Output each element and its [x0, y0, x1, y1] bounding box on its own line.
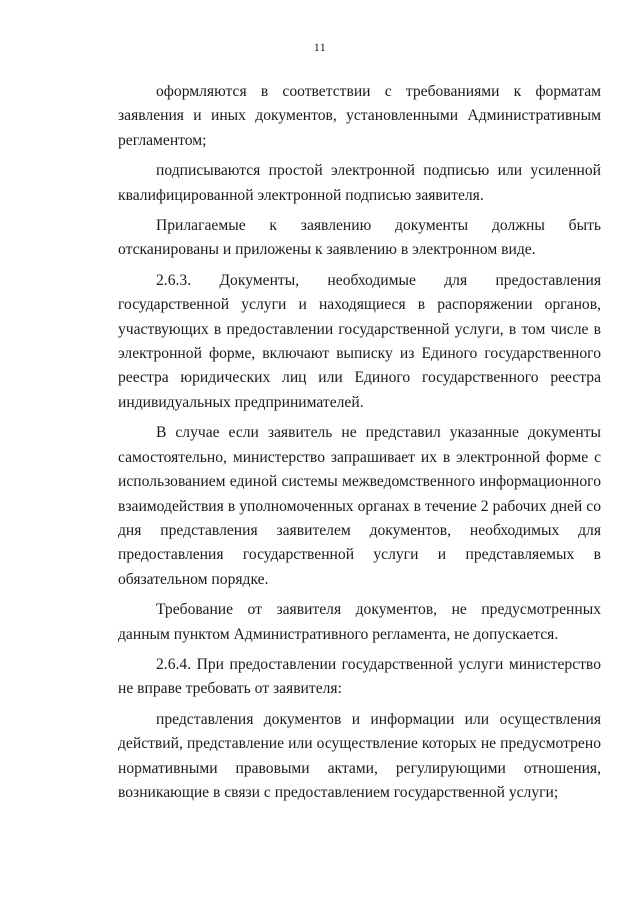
paragraph-2-6-3: 2.6.3. Документы, необходимые для предоставления государственной услуги и находящиеся в распоряжении органов, участвующих в предоставлении государственной услуги, в том числе в электронной форме, включают выписку из Единого государственного реестра юридических лиц или Единого государственного реестра индивидуальных предпринимателей.: [118, 271, 601, 411]
document-body: [118, 80, 601, 811]
page-number: 11: [313, 40, 327, 54]
paragraph-signature: подписываются простой электронной подписью или усиленной квалифицированной электронной подписью заявителя.: [118, 162, 601, 204]
paragraph-attached-documents: Прилагаемые к заявлению документы должны быть отсканированы и приложены к заявлению в электронном виде.: [118, 217, 601, 259]
paragraph-documents-actions: представления документов и информации или осуществления действий, представление или осуществление которых не предусмотрено нормативными правовыми актами, регулирующими отношения, возникающие в связи с предоставлением государственной услуги;: [118, 710, 601, 801]
paragraph-ministry-request: В случае если заявитель не представил указанные документы самостоятельно, министерство запрашивает их в электронной форме с использованием единой системы межведомственного информационного взаимодействия в уполномоченных органах в течение 2 рабочих дней со дня представления заявителем документов, необходимых для предоставления государственной услуги и представляемых в обязательном порядке.: [118, 424, 601, 588]
paragraph-not-allowed: Требование от заявителя документов, не предусмотренных данным пунктом Административного регламента, не допускается.: [118, 601, 601, 643]
paragraph-2-6-4: 2.6.4. При предоставлении государственной услуги министерство не вправе требовать от заявителя:: [118, 655, 601, 698]
paragraph-formatting: оформляются в соответствии с требованиями к форматам заявления и иных документов, установленными Административным регламентом;: [118, 83, 601, 149]
